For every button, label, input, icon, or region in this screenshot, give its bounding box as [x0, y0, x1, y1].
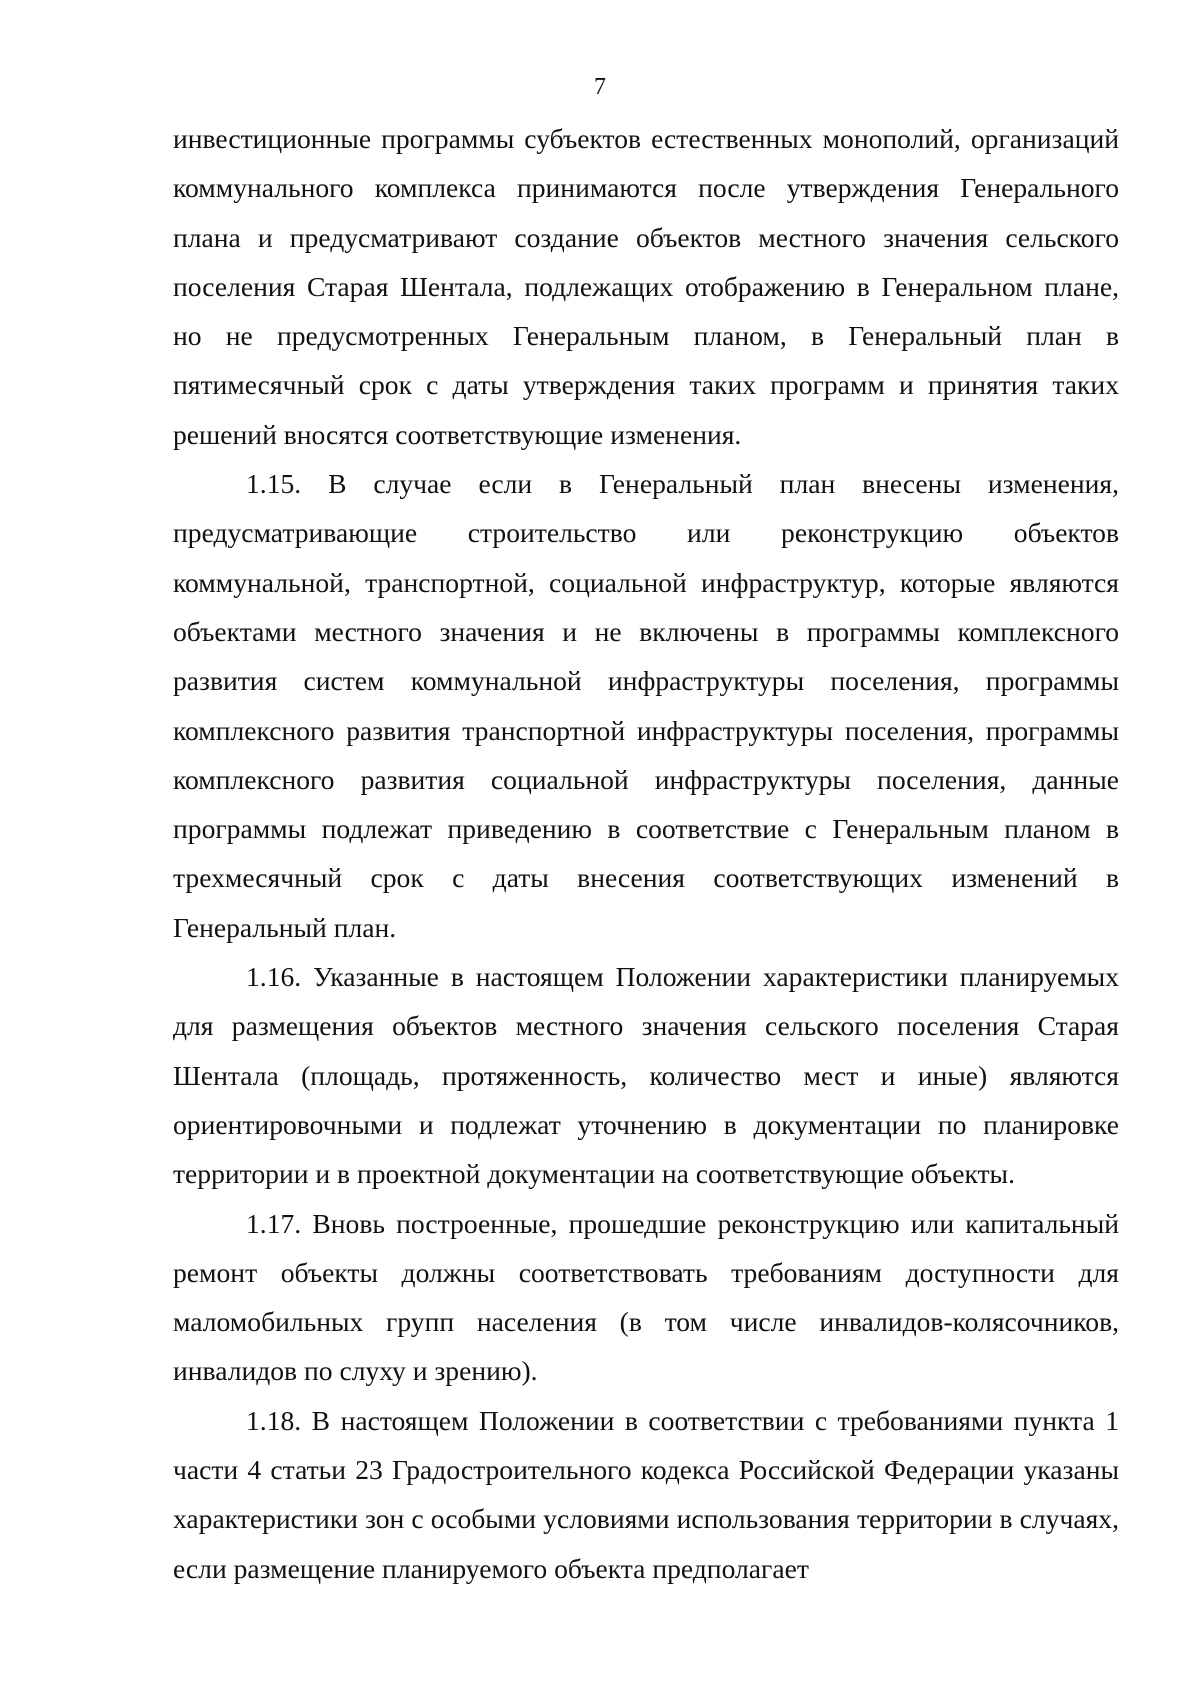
paragraph-continuation: инвестиционные программы субъектов естественных монополий, организаций коммунального комплекса принимаются после утверждения Генерального плана и предусматривают создание объектов местного значения сельского поселения Старая Шентала, подлежащих отображению в Генеральном плане, но не предусмотренных Генеральным планом, в Генеральный план в пятимесячный срок с даты утверждения таких программ и принятия таких решений вносятся соответствующие изменения.	[173, 123, 1119, 450]
document-body	[173, 114, 1119, 1593]
paragraph-clause-1-15: 1.15. В случае если в Генеральный план внесены изменения, предусматривающие строительство или реконструкцию объектов коммунальной, транспортной, социальной инфраструктур, которые являются объектами местного значения и не включены в программы комплексного развития систем коммунальной инфраструктуры поселения, программы комплексного развития транспортной инфраструктуры поселения, программы комплексного развития социальной инфраструктуры поселения, данные программы подлежат приведению в соответствие с Генеральным планом в трехмесячный срок с даты внесения соответствующих изменений в Генеральный план.	[173, 468, 1119, 943]
paragraph-clause-1-18: 1.18. В настоящем Положении в соответствии с требованиями пункта 1 части 4 статьи 23 Градостроительного кодекса Российской Федерации указаны характеристики зон с особыми условиями использования территории в случаях, если размещение планируемого объекта предполагает	[173, 1404, 1119, 1584]
page-number: 7	[594, 74, 606, 100]
paragraph-clause-1-16: 1.16. Указанные в настоящем Положении характеристики планируемых для размещения объектов местного значения сельского поселения Старая Шентала (площадь, протяженность, количество мест и иные) являются ориентировочными и подлежат уточнению в документации по планировке территории и в проектной документации на соответствующие объекты.	[173, 961, 1119, 1190]
paragraph-clause-1-17: 1.17. Вновь построенные, прошедшие реконструкцию или капитальный ремонт объекты должны соответствовать требованиям доступности для маломобильных групп населения (в том числе инвалидов-колясочников, инвалидов по слуху и зрению).	[173, 1207, 1119, 1387]
